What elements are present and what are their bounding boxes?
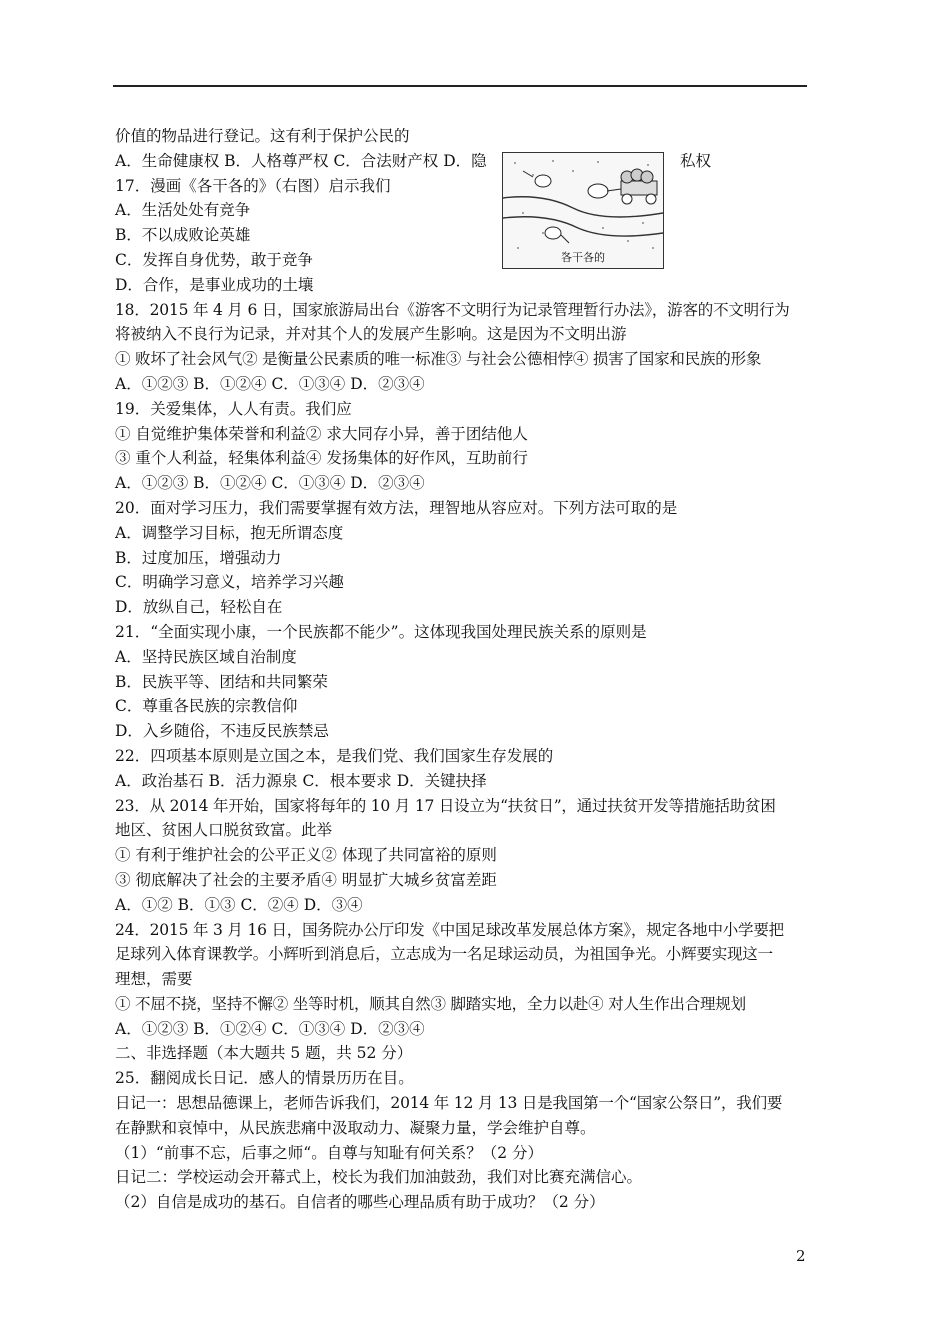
header-rule [113, 85, 807, 87]
section-heading: 二、非选择题（本大题共 5 题，共 52 分） [115, 1044, 413, 1063]
text-line: 日记二：学校运动会开幕式上，校长为我们加油鼓劲，我们对比赛充满信心。 [115, 1168, 643, 1187]
text-line: 24．2015 年 3 月 16 日，国务院办公厅印发《中国足球改革发展总体方案》，规定各地中小学要把 [115, 920, 784, 939]
text-line: 日记一：思想品德课上，老师告诉我们，2014 年 12 月 13 日是我国第一个“国家公祭日”，我们要 [115, 1094, 783, 1113]
text-line: A．①② B．①③ C．②④ D．③④ [115, 895, 363, 914]
text-line: 20．面对学习压力，我们需要掌握有效方法，理智地从容应对。下列方法可取的是 [115, 498, 678, 517]
text-line: ① 不屈不挠，坚持不懈② 坐等时机，顺其自然③ 脚踏实地，全力以赴④ 对人生作出合理规划 [115, 994, 746, 1013]
question-text [115, 124, 809, 1215]
text-line: 足球列入体育课教学。小辉听到消息后，立志成为一名足球运动员，为祖国争光。小辉要实现这一 [115, 945, 773, 964]
text-line: ③ 重个人利益，轻集体利益④ 发扬集体的好作风，互助前行 [115, 449, 528, 468]
text-line: 在静默和哀悼中，从民族悲痛中汲取动力、凝聚力量，学会维护自尊。 [115, 1118, 596, 1137]
text-line: B．不以成败论英雄 [115, 226, 251, 245]
text-line: A．调整学习目标，抱无所谓态度 [115, 523, 344, 542]
text-line: 22．四项基本原则是立国之本，是我们党、我们国家生存发展的 [115, 746, 554, 765]
text-line: A．①②③ B．①②④ C．①③④ D．②③④ [115, 374, 425, 393]
text-line: A．生活处处有竞争 [115, 201, 251, 220]
text-line: A．坚持民族区域自治制度 [115, 647, 297, 666]
text-line: D．合作，是事业成功的土壤 [115, 275, 314, 294]
text-line: D．放纵自己，轻松自在 [115, 598, 283, 617]
cartoon-caption: 各干各的 [561, 251, 605, 264]
option-tail: 私权 [680, 152, 712, 170]
text-line: 将被纳入不良行为记录，并对其个人的发展产生影响。这是因为不文明出游 [115, 325, 627, 344]
page-number: 2 [796, 1247, 806, 1265]
text-line: 价值的物品进行登记。这有利于保护公民的 [115, 127, 410, 145]
text-line: A．①②③ B．①②④ C．①③④ D．②③④ [115, 1019, 425, 1038]
text-line: B．民族平等、团结和共同繁荣 [115, 672, 328, 691]
text-line: C．尊重各民族的宗教信仰 [115, 697, 298, 716]
text-line: A．①②③ B．①②④ C．①③④ D．②③④ [115, 474, 425, 493]
text-line: ① 败坏了社会风气② 是衡量公民素质的唯一标准③ 与社会公德相悖④ 损害了国家和民族的形象 [115, 350, 762, 369]
text-line: ① 有利于维护社会的公平正义② 体现了共同富裕的原则 [115, 846, 497, 865]
text-line: 21．“全面实现小康，一个民族都不能少”。这体现我国处理民族关系的原则是 [115, 622, 647, 641]
text-line: 17．漫画《各干各的》（右图）启示我们 [115, 176, 391, 195]
text-line: 理想，需要 [115, 970, 193, 989]
text-line: 19．关爱集体，人人有责。我们应 [115, 399, 352, 418]
text-line: C．明确学习意义，培养学习兴趣 [115, 573, 344, 592]
text-line: B．过度加压，增强动力 [115, 548, 282, 567]
text-line: D．入乡随俗，不违反民族禁忌 [115, 722, 329, 741]
text-line: 地区、贫困人口脱贫致富。此举 [115, 821, 333, 840]
text-line: A．政治基石 B．活力源泉 C．根本要求 D．关键抉择 [115, 771, 487, 790]
text-line: ① 自觉维护集体荣誉和利益② 求大同存小异，善于团结他人 [115, 424, 528, 443]
text-line: A．生命健康权 B．人格尊严权 C．合法财产权 D．隐 [115, 151, 487, 170]
text-line: 25．翻阅成长日记．感人的情景历历在目。 [115, 1069, 414, 1088]
text-line: （1）“前事不忘，后事之师“。自尊与知耻有何关系？（2 分） [115, 1143, 544, 1162]
cartoon-illustration-icon [502, 152, 664, 269]
text-line: 18．2015 年 4 月 6 日，国家旅游局出台《游客不文明行为记录管理暂行办法》，游客的不文明行为 [115, 300, 790, 319]
text-line: ③ 彻底解决了社会的主要矛盾④ 明显扩大城乡贫富差距 [115, 870, 497, 889]
text-line: （2）自信是成功的基石。自信者的哪些心理品质有助于成功？（2 分） [115, 1193, 605, 1212]
text-line: C．发挥自身优势，敢于竞争 [115, 250, 313, 269]
text-line: 23．从 2014 年开始，国家将每年的 10 月 17 日设立为“扶贫日”，通过扶贫开发等措施括助贫困 [115, 796, 776, 815]
